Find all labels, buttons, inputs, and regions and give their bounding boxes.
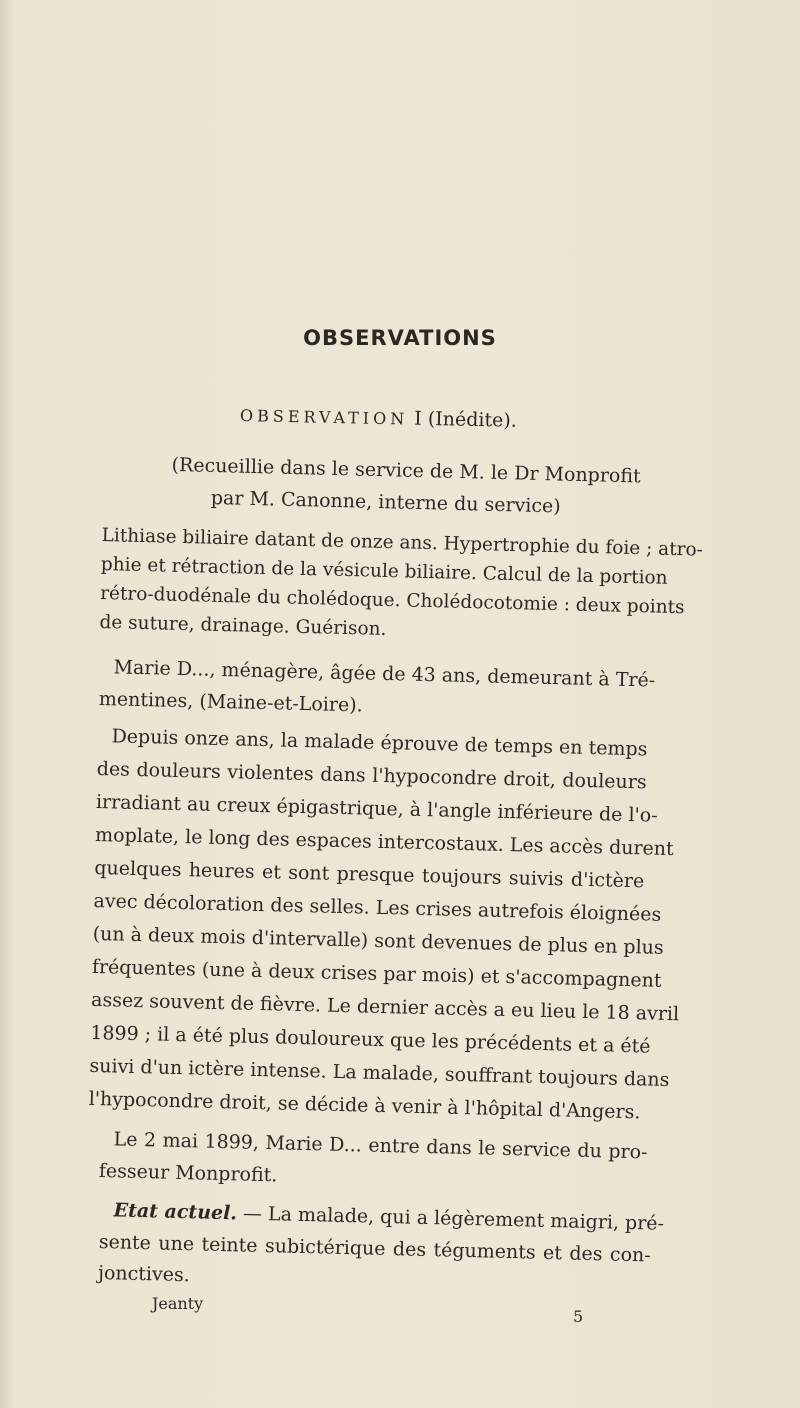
etat-paragraph — [97, 1195, 665, 1303]
history-line: assez souvent de fièvre. Le dernier accès a eu lieu le 18 avril — [90, 988, 680, 1026]
observation-number: I — [414, 407, 423, 430]
etat-text: — La malade, qui a légèrement maigri, pré- — [236, 1202, 665, 1235]
footer-author: Jeanty — [152, 1294, 204, 1313]
summary-line: rétro-duodénale du cholédoque. Cholédocotomie : deux points — [99, 582, 685, 619]
history-line: avec décoloration des selles. Les crises autrefois éloignées — [93, 889, 662, 926]
etat-line: jonctives. — [97, 1261, 191, 1287]
history-line: Depuis onze ans, la malade éprouve de temps en temps — [111, 725, 648, 761]
history-line: quelques heures et sont presque toujours suivis d'ictère — [94, 856, 645, 893]
summary-line: phie et rétraction de la vésicule biliaire. Calcul de la portion — [100, 553, 668, 589]
history-paragraph — [88, 720, 680, 1129]
etat-label: Etat actuel. — [113, 1199, 238, 1225]
footer-signature: 5 — [573, 1307, 584, 1326]
history-line: (un à deux mois d'intervalle) sont devenues de plus en plus — [92, 922, 664, 959]
observation-label: OBSERVATION — [239, 406, 409, 429]
history-line: des douleurs violentes dans l'hypocondre droit, douleurs — [96, 757, 647, 794]
case-summary — [99, 521, 704, 650]
history-line: irradiant au creux épigastrique, à l'angle inférieure de l'o- — [95, 790, 658, 827]
collected-line: (Recueillie dans le service de M. le Dr Monprofit — [171, 453, 641, 488]
summary-line: Lithiase biliaire datant de onze ans. Hypertrophie du foie ; atro- — [101, 524, 704, 561]
collected-line: par M. Canonne, interne du service) — [210, 486, 561, 518]
intro-line: mentines, (Maine-et-Loire). — [98, 687, 363, 716]
collected-note — [170, 450, 641, 523]
intro-line: Marie D..., ménagère, âgée de 43 ans, demeurant à Tré- — [113, 656, 656, 692]
history-line: suivi d'un ictère intense. La malade, souffrant toujours dans — [89, 1054, 670, 1092]
patient-intro — [98, 652, 656, 728]
admission-paragraph — [98, 1124, 647, 1200]
history-line: moplate, le long des espaces intercostaux. Les accès durent — [94, 823, 674, 861]
admission-line: fesseur Monprofit. — [98, 1159, 278, 1186]
admission-line: Le 2 mai 1899, Marie D... entre dans le service du pro- — [113, 1128, 648, 1164]
etat-line: sente une teinte subictérique des téguments et des con- — [98, 1230, 651, 1266]
summary-line: de suture, drainage. Guérison. — [99, 611, 387, 640]
observation-title — [240, 404, 560, 433]
history-line: fréquentes (une à deux crises par mois) et s'accompagnent — [91, 955, 662, 992]
observation-note: (Inédite). — [427, 407, 518, 432]
page-heading: OBSERVATIONS — [303, 326, 497, 350]
history-line: l'hypocondre droit, se décide à venir à l'hôpital d'Angers. — [88, 1087, 641, 1124]
history-line: 1899 ; il a été plus douloureux que les précédents et a été — [90, 1021, 651, 1058]
